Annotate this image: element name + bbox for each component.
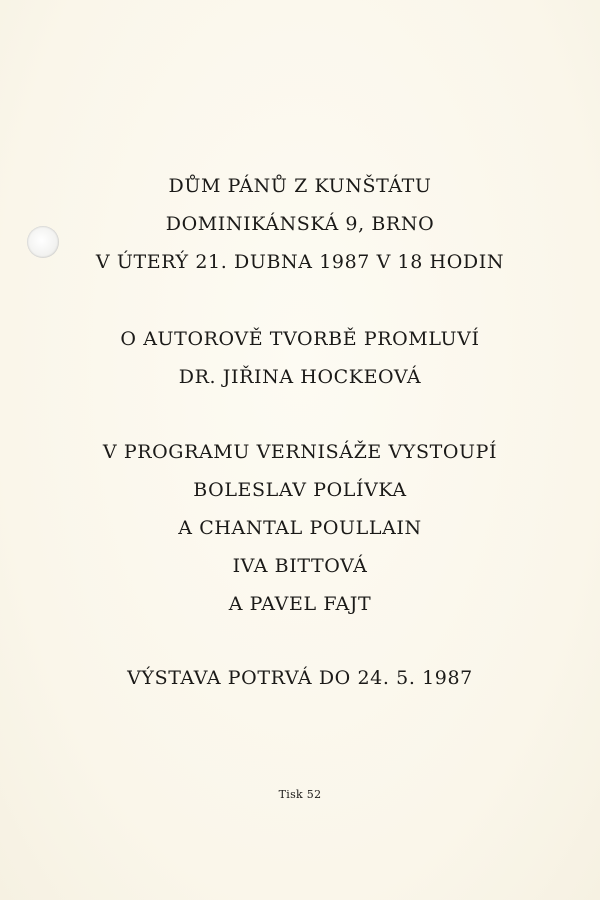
program-intro: V PROGRAMU VERNISÁŽE VYSTOUPÍ [102, 441, 498, 463]
venue-address: DOMINIKÁNSKÁ 9, BRNO [165, 213, 435, 235]
performer-line: BOLESLAV POLÍVKA [193, 479, 407, 501]
speaker-name: DR. JIŘINA HOCKEOVÁ [178, 366, 422, 388]
print-mark: Tisk 52 [278, 788, 322, 801]
exhibition-duration: VÝSTAVA POTRVÁ DO 24. 5. 1987 [127, 667, 473, 689]
performer-line: A CHANTAL POULLAIN [178, 517, 422, 539]
venue-name: DŮM PÁNŮ Z KUNŠTÁTU [168, 175, 432, 197]
duration-block [0, 659, 600, 697]
performer-line: A PAVEL FAJT [228, 593, 372, 615]
venue-block [0, 167, 600, 281]
program-block [0, 433, 600, 623]
speaker-intro: O AUTOROVĚ TVORBĚ PROMLUVÍ [120, 328, 480, 350]
event-date-time: V ÚTERÝ 21. DUBNA 1987 V 18 HODIN [95, 251, 505, 273]
speaker-block [0, 320, 600, 396]
performer-line: IVA BITTOVÁ [232, 555, 368, 577]
